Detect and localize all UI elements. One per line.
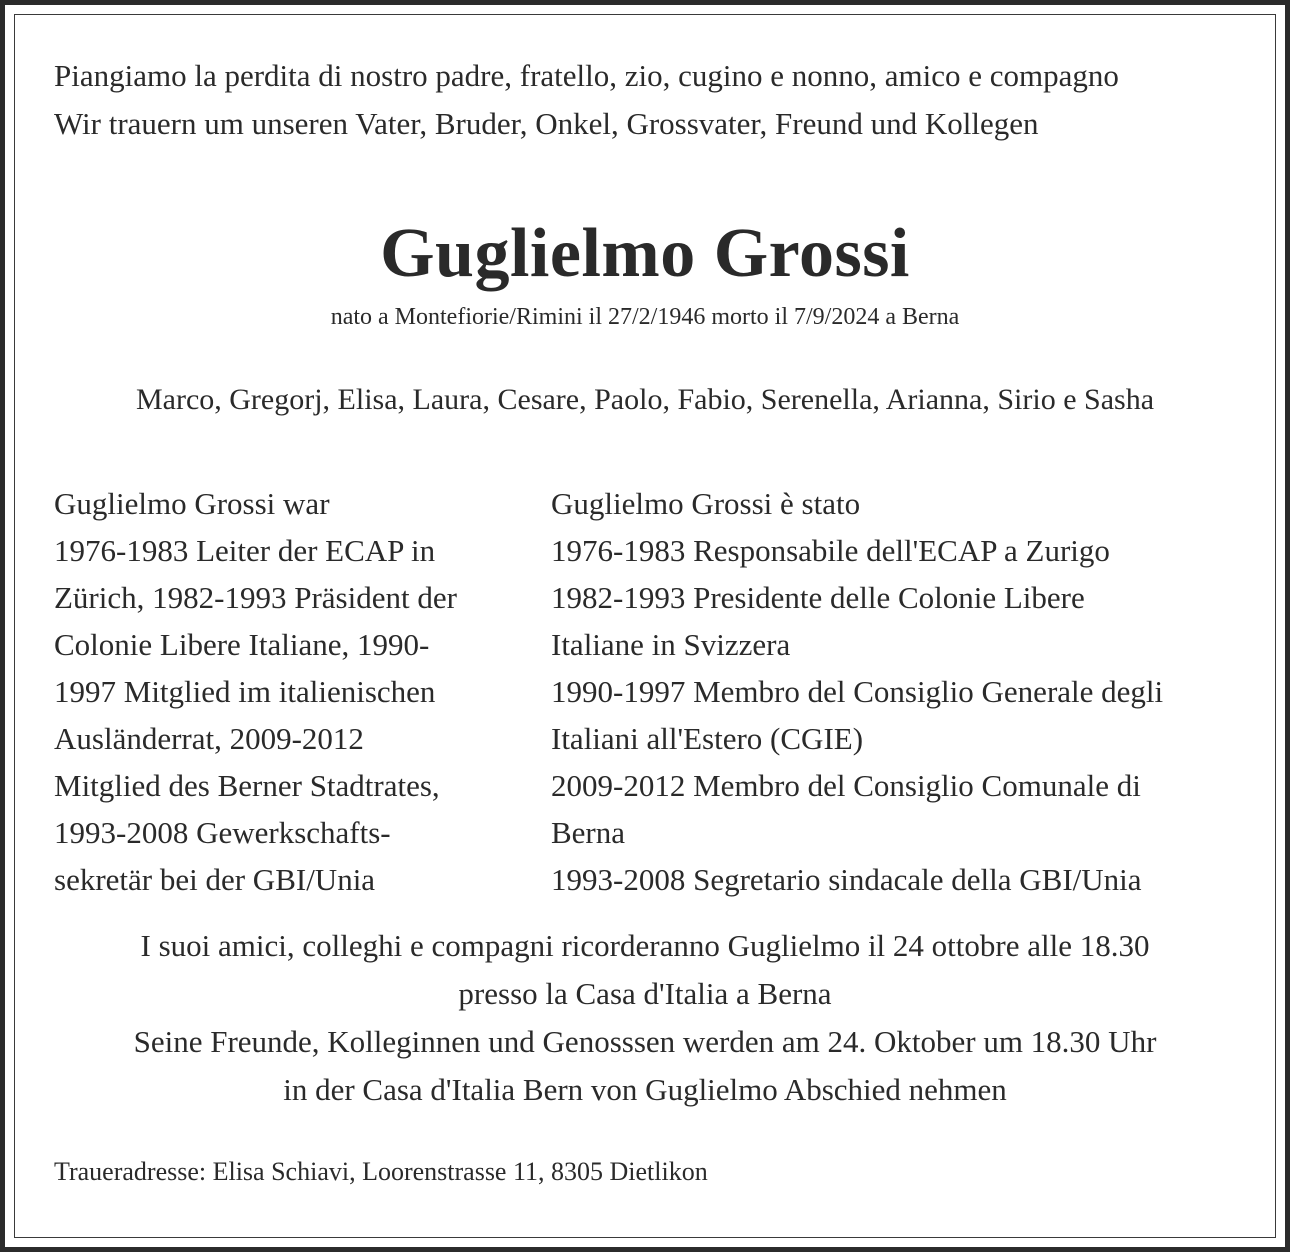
bio-it-line: 1990-1997 Membro del Consiglio Generale degli	[551, 674, 1164, 709]
bio-it-line: Italiane in Svizzera	[551, 627, 791, 662]
bio-it-line: Berna	[551, 815, 626, 850]
memorial-line: in der Casa d'Italia Bern von Guglielmo Abschied nehmen	[283, 1072, 1007, 1107]
memorial-line: Seine Freunde, Kolleginnen und Genosssen werden am 24. Oktober um 18.30 Uhr	[133, 1024, 1157, 1059]
biography-columns	[54, 480, 1236, 910]
biography-italian	[551, 480, 1236, 903]
bio-it-line: 2009-2012 Membro del Consiglio Comunale di	[551, 768, 1141, 803]
intro-line-italian: Piangiamo la perdita di nostro padre, fratello, zio, cugino e nonno, amico e compagno	[54, 58, 1119, 93]
bio-de-line: sekretär bei der GBI/Unia	[54, 862, 376, 897]
bio-it-line: 1982-1993 Presidente delle Colonie Libere	[551, 580, 1085, 615]
bio-de-line: Colonie Libere Italiane, 1990-	[54, 627, 430, 662]
memorial-line: I suoi amici, colleghi e compagni ricorderanno Guglielmo il 24 ottobre alle 18.30	[140, 928, 1150, 963]
intro-line-german: Wir trauern um unseren Vater, Bruder, Onkel, Grossvater, Freund und Kollegen	[54, 106, 1039, 141]
memorial-announcement	[54, 922, 1236, 1114]
family-names: Marco, Gregorj, Elisa, Laura, Cesare, Paolo, Fabio, Serenella, Arianna, Sirio e Sasha	[135, 383, 1155, 416]
biography-german	[54, 480, 524, 903]
intro	[54, 52, 1236, 148]
bio-de-line: 1976-1983 Leiter der ECAP in	[54, 533, 436, 568]
bio-de-line: Guglielmo Grossi war	[54, 486, 330, 521]
bio-it-line: 1993-2008 Segretario sindacale della GBI/Unia	[551, 862, 1142, 897]
bio-it-line: Italiani all'Estero (CGIE)	[551, 721, 864, 756]
bio-it-line: 1976-1983 Responsabile dell'ECAP a Zurigo	[551, 533, 1110, 568]
obituary-notice	[54, 52, 1236, 1188]
bio-de-line: Ausländerrat, 2009-2012	[54, 721, 364, 756]
bio-it-line: Guglielmo Grossi è stato	[551, 486, 861, 521]
bio-de-line: 1993-2008 Gewerkschafts-	[54, 815, 391, 850]
deceased-name: Guglielmo Grossi	[380, 215, 910, 292]
mourning-address: Traueradresse: Elisa Schiavi, Loorenstrasse 11, 8305 Dietlikon	[54, 1157, 708, 1186]
bio-de-line: 1997 Mitglied im italienischen	[54, 674, 436, 709]
bio-de-line: Mitglied des Berner Stadtrates,	[54, 768, 440, 803]
birth-death-line: nato a Montefiorie/Rimini il 27/2/1946 morto il 7/9/2024 a Berna	[330, 304, 960, 330]
bio-de-line: Zürich, 1982-1993 Präsident der	[54, 580, 457, 615]
memorial-line: presso la Casa d'Italia a Berna	[458, 976, 832, 1011]
